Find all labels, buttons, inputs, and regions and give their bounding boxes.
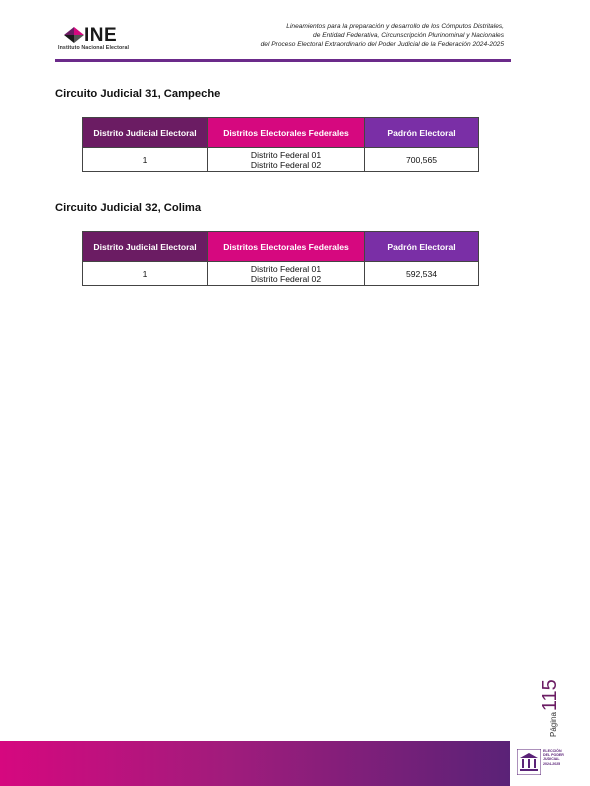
cell-distritos-federales [208, 262, 365, 286]
document-header-title [164, 22, 504, 49]
distrito-federal: Distrito Federal 01 [250, 149, 322, 160]
header-distritos-federales: Distritos Electorales Federales [208, 232, 365, 262]
emblem-text [543, 749, 583, 766]
header-distritos-federales: Distritos Electorales Federales [208, 118, 365, 148]
header-padron: Padrón Electoral [365, 118, 479, 148]
table-row [83, 148, 479, 172]
cell-distritos-federales [208, 148, 365, 172]
header-distrito-judicial: Distrito Judicial Electoral [83, 118, 208, 148]
emblem-line: 2024-2025 [543, 761, 561, 766]
footer-gradient-band [0, 741, 510, 786]
section-title-colima: Circuito Judicial 32, Colima [55, 202, 202, 214]
header-line: del Proceso Electoral Extraordinario del Poder Judicial de la Federación 2024-2025 [260, 41, 504, 48]
header-distrito-judicial: Distrito Judicial Electoral [83, 232, 208, 262]
cell-distrito-judicial: 1 [83, 262, 208, 286]
header-divider [55, 59, 511, 62]
distrito-federal: Distrito Federal 01 [250, 263, 322, 274]
judicial-building-icon [517, 749, 541, 775]
header-padron: Padrón Electoral [365, 232, 479, 262]
table-row [83, 262, 479, 286]
distrito-federal: Distrito Federal 02 [250, 273, 322, 284]
page-value: 115 [539, 679, 561, 712]
emblem-line: JUDICIAL [543, 757, 560, 762]
cell-distrito-judicial: 1 [83, 148, 208, 172]
distrito-federal: Distrito Federal 02 [250, 159, 322, 170]
page-number [539, 665, 579, 745]
header-line: Lineamientos para la preparación y desarrollo de los Cómputos Distritales, [286, 23, 504, 30]
ine-logo-mark-icon [64, 27, 84, 43]
table-campeche [82, 117, 479, 172]
cell-padron: 592,534 [365, 262, 479, 286]
emblem-line: ELECCIÓN [543, 749, 562, 753]
logo-wordmark: INE [84, 25, 118, 46]
logo-subtitle: Instituto Nacional Electoral [58, 45, 130, 51]
ine-logo [56, 25, 140, 53]
emblem-line: DEL PODER [543, 753, 564, 758]
page-label: Página [549, 712, 558, 737]
cell-padron: 700,565 [365, 148, 479, 172]
section-title-campeche: Circuito Judicial 31, Campeche [55, 88, 221, 100]
election-emblem [516, 747, 584, 779]
header-line: de Entidad Federativa, Circunscripción Plurinominal y Nacionales [313, 32, 504, 39]
table-colima [82, 231, 479, 286]
